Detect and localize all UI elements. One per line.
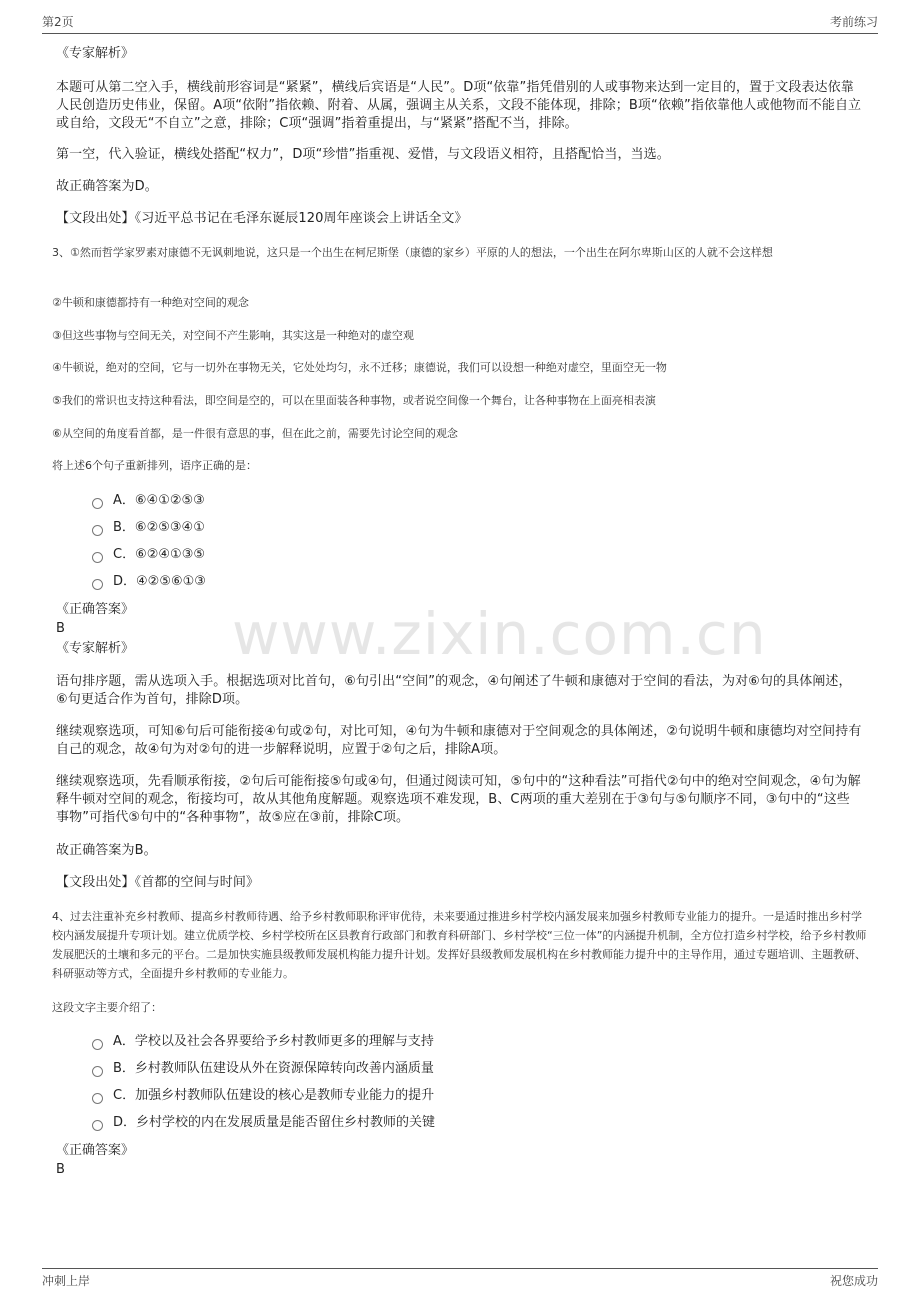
q3-sentence-2: ②牛顿和康德都持有一种绝对空间的观念 <box>52 296 249 309</box>
q4-option-a[interactable] <box>92 1033 434 1051</box>
page-footer <box>42 1268 878 1294</box>
q2-analysis-para-3: 故正确答案为D。 <box>56 179 158 194</box>
q4-prompt: 这段文字主要介绍了： <box>52 1001 162 1014</box>
q3-analysis-label: 《专家解析》 <box>56 641 135 656</box>
q4-passage: 4、过去注重补充乡村教师、提高乡村教师待遇、给予乡村教师职称评审优待，未来要通过推进乡村学校内涵发展来加强乡村教师专业能力的提升。一是适时推出乡村学校内涵发展提升专项计划。建立优质学校、乡村学校所在区县教育行政部门和教育科研部门、乡村学校“三位一体”的内涵提升机制，全方位打造乡村学校，给予乡村教师发展肥沃的土壤和多元的平台。二是加快实施县级教师发展机构能力提升计划。发挥好县级教师发展机构在乡村教师能力提升中的主导作用，通过专题培训、主题教研、科研驱动等方式，全面提升乡村教师的专业能力。 <box>52 910 867 980</box>
radio-icon[interactable] <box>92 525 103 536</box>
q3-answer: B <box>56 621 65 636</box>
q4-answer: B <box>56 1162 65 1177</box>
radio-icon[interactable] <box>92 1093 103 1104</box>
q3-analysis-para-1: 语句排序题，需从选项入手。根据选项对比首句，⑥句引出“空间”的观念，④句阐述了牛顿和康德对于空间的看法，为对⑥句的具体阐述，⑥句更适合作为首句，排除D项。 <box>56 674 852 707</box>
q3-sentence-4: ④牛顿说，绝对的空间，它与一切外在事物无关，它处处均匀，永不迁移；康德说，我们可以设想一种绝对虚空，里面空无一物 <box>52 361 667 374</box>
option-letter: A． <box>113 1034 135 1049</box>
q2-analysis-para-1: 本题可从第二空入手，横线前形容词是“紧紧”，横线后宾语是“人民”。D项“依靠”指凭借别的人或事物来达到一定目的，置于文段表达依靠人民创造历史伟业，保留。A项“依附”指依赖、附着、从属，强调主从关系，文段不能体现，排除；B项“依赖”指依靠他人或他物而不能自立或自给，文段无“不自立”之意，排除；C项“强调”指着重提出，与“紧紧”搭配不当，排除。 <box>56 80 862 131</box>
q4-option-d[interactable] <box>92 1114 435 1132</box>
option-letter: D． <box>113 1115 137 1130</box>
q3-sentence-3: ③但这些事物与空间无关，对空间不产生影响，其实这是一种绝对的虚空观 <box>52 329 414 342</box>
option-letter: A． <box>113 493 135 508</box>
q4-option-b[interactable] <box>92 1060 434 1078</box>
footer-right-text: 祝您成功 <box>829 1274 878 1288</box>
option-text: 加强乡村教师队伍建设的核心是教师专业能力的提升 <box>135 1088 435 1103</box>
radio-icon[interactable] <box>92 1066 103 1077</box>
q2-analysis-para-2: 第一空，代入验证，横线处搭配“权力”，D项“珍惜”指重视、爱惜，与文段语义相符，且搭配恰当，当选。 <box>56 147 670 162</box>
q4-option-c[interactable] <box>92 1087 434 1105</box>
page-number: 第2页 <box>42 15 74 29</box>
q2-source: 【文段出处】《习近平总书记在毛泽东诞辰120周年座谈会上讲话全文》 <box>56 211 468 226</box>
option-text: 学校以及社会各界要给予乡村教师更多的理解与支持 <box>134 1034 434 1049</box>
q3-option-a[interactable] <box>92 492 205 510</box>
option-text: ⑥④①②⑤③ <box>134 493 205 508</box>
q3-analysis-para-4: 故正确答案为B。 <box>56 843 157 858</box>
radio-icon[interactable] <box>92 552 103 563</box>
option-letter: B． <box>113 1061 135 1076</box>
q3-answer-label: 《正确答案》 <box>56 602 135 617</box>
option-text: ⑥②④①③⑤ <box>135 547 206 562</box>
q3-option-c[interactable] <box>92 546 205 564</box>
q3-sentence-1: 3、①然而哲学家罗素对康德不无讽刺地说，这只是一个出生在柯尼斯堡（康德的家乡）平原的人的想法，一个出生在阿尔卑斯山区的人就不会这样想 <box>52 246 773 259</box>
q3-sentence-6: ⑥从空间的角度看首都，是一件很有意思的事，但在此之前，需要先讨论空间的观念 <box>52 427 458 440</box>
option-text: ④②⑤⑥①③ <box>136 574 206 589</box>
option-letter: B． <box>113 520 135 535</box>
q3-analysis-para-3: 继续观察选项，先看顺承衔接，②句后可能衔接⑤句或④句，但通过阅读可知，⑤句中的“这种看法”可指代②句中的绝对空间观念，④句为解释牛顿对空间的观念，衔接均可，故从其他角度解题。观察选项不难发现，B、C两项的重大差别在于③句与⑤句顺序不同，③句中的“这些事物”可指代⑤句中的“各种事物”，故⑤应在③前，排除C项。 <box>56 774 861 825</box>
q2-analysis-label: 《专家解析》 <box>56 46 135 61</box>
option-letter: C． <box>113 1088 136 1103</box>
option-text: 乡村学校的内在发展质量是能否留住乡村教师的关键 <box>136 1115 436 1130</box>
q3-analysis-para-2: 继续观察选项，可知⑥句后可能衔接④句或②句，对比可知，④句为牛顿和康德对于空间观念的具体阐述，②句说明牛顿和康德均对空间持有自己的观念，故④句为对②句的进一步解释说明，应置于②句之后，排除A项。 <box>56 724 862 757</box>
q3-sentence-5: ⑤我们的常识也支持这种看法，即空间是空的，可以在里面装各种事物，或者说空间像一个舞台，让各种事物在上面亮相表演 <box>52 394 656 407</box>
page-header <box>42 8 878 34</box>
option-letter: D． <box>113 574 137 589</box>
q3-source: 【文段出处】《首都的空间与时间》 <box>56 875 260 890</box>
q3-option-d[interactable] <box>92 573 206 591</box>
radio-icon[interactable] <box>92 1039 103 1050</box>
option-letter: C． <box>113 547 136 562</box>
q3-prompt: 将上述6个句子重新排列，语序正确的是： <box>52 459 257 472</box>
header-title: 考前练习 <box>829 15 878 29</box>
option-text: 乡村教师队伍建设从外在资源保障转向改善内涵质量 <box>134 1061 434 1076</box>
radio-icon[interactable] <box>92 1120 103 1131</box>
watermark: www.zixin.com.cn <box>232 600 767 668</box>
q3-option-b[interactable] <box>92 519 205 537</box>
radio-icon[interactable] <box>92 579 103 590</box>
option-text: ⑥②⑤③④① <box>134 520 205 535</box>
radio-icon[interactable] <box>92 498 103 509</box>
q4-answer-label: 《正确答案》 <box>56 1143 135 1158</box>
footer-left-text: 冲刺上岸 <box>42 1274 91 1288</box>
